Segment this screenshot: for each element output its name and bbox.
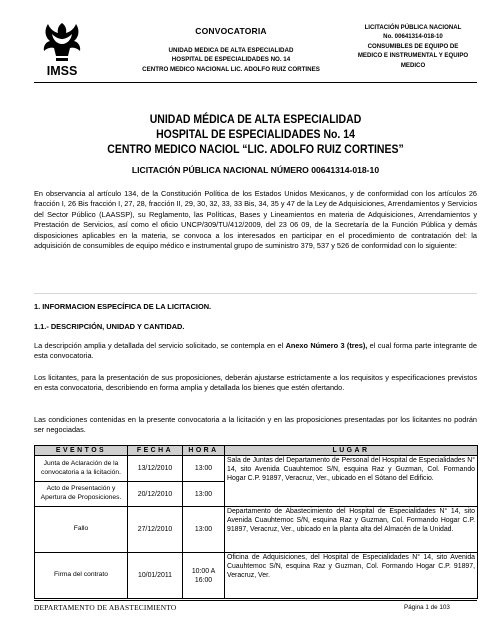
paragraph-text: La descripción amplia y detallada del servicio solicitado, se contempla en el [34, 341, 286, 350]
right-line: No. 00641314-018-10 [383, 33, 443, 41]
licitacion-subtitle: LICITACIÓN PÚBLICA NACIONAL NÚMERO 00641314-018-10 [131, 165, 380, 175]
fecha-cell: 10/01/2011 [128, 553, 183, 599]
hora-cell: 13:00 [183, 507, 225, 553]
anexo-reference: Anexo Número 3 (tres), [285, 341, 368, 350]
column-header: FECHA [128, 446, 183, 456]
unit-line: CENTRO MEDICO NACIONAL LIC. ADOLFO RUIZ CORTINES [142, 65, 320, 73]
document-header [34, 18, 474, 80]
evento-cell: Firma del contrato [35, 553, 128, 599]
footer-divider [34, 600, 477, 601]
fecha-cell: 20/12/2010 [128, 482, 183, 507]
intro-paragraph: En observancia al artículo 134, de la Constitución Política de los Estados Unidos Mexicanos, y de conformidad con los artículos 26 fracción I, 26 Bis fracción I, 27, 28, fracción II, 29, 30, 32, 33, 33 Bis, 34, 35 y 47 de la Ley de Adquisiciones, Arrendamientos y Servicios del Sector Público (LAASSP), su Reglamento, las Políticas, Bases y Lineamientos en materia de Adquisiciones, Arrendamientos y Prestación de Servicios, así como el oficio UNCP/309/TU/412/2009, del 23 06 09, de la Secretaría de la Función Pública y demás disposiciones aplicables en la materia, se convoca a los interesados en participar en el procedimiento de contratación del: la adquisición de consumibles de equipo médico e instrumental grupo de suministro 379, 537 y 526 de conformidad con lo siguiente: [34, 189, 477, 251]
right-line: LICITACIÓN PÚBLICA NACIONAL [364, 24, 462, 31]
fecha-cell: 13/12/2010 [128, 456, 183, 482]
table-row [35, 456, 478, 482]
column-header: LUGAR [225, 446, 478, 456]
logo-text: IMSS [46, 64, 78, 78]
evento-cell: Junta de Aclaración de la convocatoria a la licitación. [35, 456, 128, 482]
unit-line: UNIDAD MEDICA DE ALTA ESPECIALIDAD [168, 47, 294, 54]
hora-cell: 10:00 A 16:00 [183, 553, 225, 599]
title-line: HOSPITAL DE ESPECIALIDADES No. 14 [156, 127, 355, 141]
convocatoria-label: CONVOCATORIA [195, 26, 267, 36]
fecha-cell: 27/12/2010 [128, 507, 183, 553]
paragraph-anexo [34, 341, 477, 362]
right-line: CONSUMIBLES DE EQUIPO DE [367, 42, 459, 50]
page-number: Página 1 de 103 [404, 604, 450, 611]
evento-cell: Acto de Presentación y Apertura de Proposiciones. [35, 482, 128, 507]
unit-line: HOSPITAL DE ESPECIALIDADES NO. 14 [171, 56, 291, 64]
imss-logo [34, 20, 90, 80]
table-row [35, 553, 478, 599]
paragraph-condiciones: Las condiciones contenidas en la presente convocatoria a la licitación y en las proposiciones presentadas por los licitantes no podrán ser negociadas. [34, 415, 477, 435]
title-line: UNIDAD MÉDICA DE ALTA ESPECIALIDAD [149, 112, 362, 126]
lugar-cell: Departamento de Abastecimiento del Hospital de Especialidades N° 14, sito Avenida Cuauhtemoc S/N, esquina Raz y Guzman, Col. Formando Hogar C.P. 91897, Veracruz, Ver., ubicado en la planta alta del Almacén de la Unidad. [225, 507, 478, 553]
hora-cell: 13:00 [183, 456, 225, 482]
header-center [116, 18, 346, 74]
subsection-heading: 1.1.- DESCRIPCIÓN, UNIDAD Y CANTIDAD. [34, 322, 185, 331]
lugar-cell: Sala de Juntas del Departamento de Personal del Hospital de Especialidades N° 14, sito Avenida Cuauhtemoc S/N, esquina Raz y Guzman, Col. Formando Hogar C.P. 91897, Veracruz, Ver., ubicado en el Sótano del Edificio. [225, 456, 478, 507]
paragraph-requisitos: Los licitantes, para la presentación de sus proposiciones, deberán ajustarse estrictamente a los requisitos y especificaciones previstos en esta convocatoria, describiendo en forma amplia y detallada los bienes que estén ofertando. [34, 373, 477, 393]
footer-department: DEPARTAMENTO DE ABASTECIMIENTO [34, 603, 177, 612]
unit-lines [116, 46, 346, 74]
table-header-row [35, 446, 478, 456]
paragraph-text: el cual forma parte integrante de esta convocatoria. [34, 341, 477, 361]
section-divider [34, 293, 477, 294]
column-header: EVENTOS [35, 446, 128, 456]
section-heading: 1. INFORMACION ESPECÍFICA DE LA LICITACION. [34, 302, 212, 311]
hora-cell: 13:00 [183, 482, 225, 507]
title-line: CENTRO MEDICO NACIOL “LIC. ADOLFO RUIZ CORTINES” [107, 142, 404, 156]
column-header: HORA [183, 446, 225, 456]
right-line: MEDICO [400, 61, 426, 69]
lugar-cell: Oficina de Adquisiciones, del Hospital de Especialidades N° 14, sito Avenida Cuauhtemoc S/N, esquina Raz y Guzman, Col. Formando Hogar C.P. 91897, Veracruz, Ver. [225, 553, 478, 599]
events-table [34, 445, 478, 599]
table-row [35, 507, 478, 553]
header-right [348, 23, 478, 70]
header-divider [34, 82, 477, 83]
evento-cell: Fallo [35, 507, 128, 553]
right-line: MEDICO E INSTRUMENTAL Y EQUIPO [357, 52, 469, 60]
